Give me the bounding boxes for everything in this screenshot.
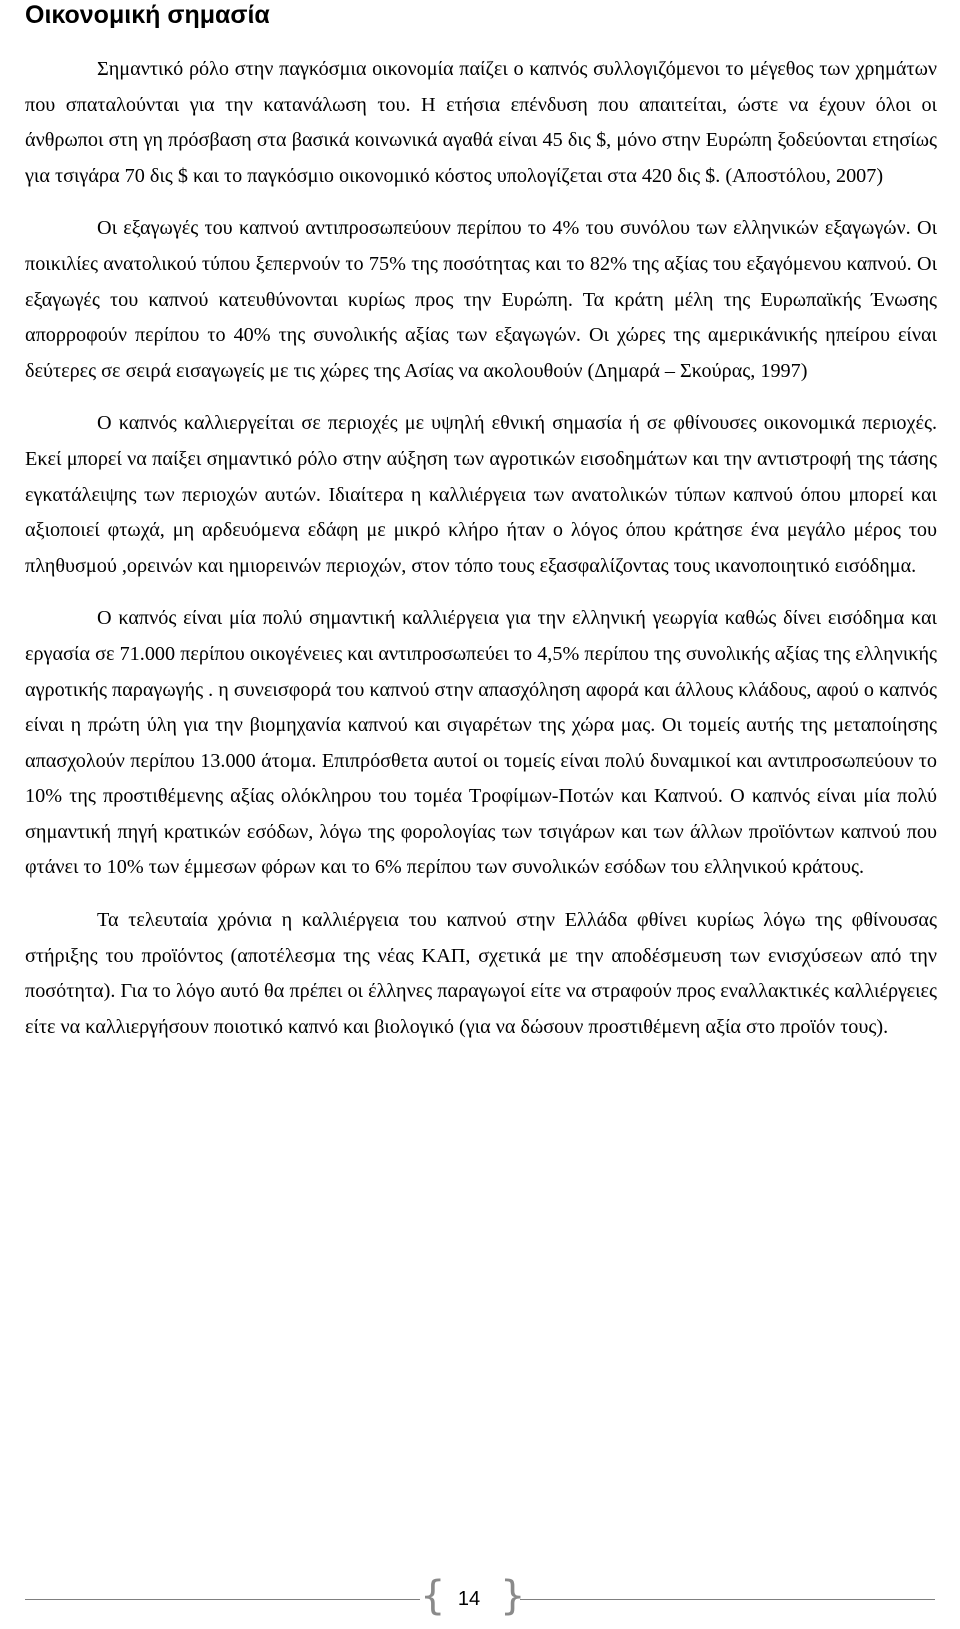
paragraph-greek-agriculture: Ο καπνός είναι μία πολύ σημαντική καλλιέργεια για την ελληνική γεωργία καθώς δίνει εισόδημα και εργασία σε 71.000 περίπου οικογένειες και αντιπροσωπεύει το 4,5% περίπου της συνολικής αξίας της ελληνικής αγροτικής παραγωγής . η συνεισφορά του καπνού στην απασχόληση αφορά και άλλους κλάδους, αφού ο καπνός είναι η πρώτη ύλη για την βιομηχανία καπνού και σιγαρέτων της χώρα μας. Οι τομείς αυτής της μεταποίησης απασχολούν περίπου 13.000 άτομα. Επιπρόσθετα αυτοί οι τομείς είναι πολύ δυναμικοί και αντιπροσωπεύουν το 10% της προστιθέμενης αξίας ολόκληρου του τομέα Τροφίμων-Ποτών και Καπνού. Ο καπνός είναι μία πολύ σημαντική πηγή κρατικών εσόδων, λόγω της φορολογίας των τσιγάρων και των άλλων προϊόντων καπνού που φτάνει το 10% των έμμεσων φόρων και το 6% περίπου των συνολικών εσόδων του ελληνικού κράτους. <box>25 607 937 879</box>
footer-rule-left <box>25 1599 420 1600</box>
page-number: 14 <box>457 1588 481 1610</box>
paragraph-global-economy: Σημαντικό ρόλο στην παγκόσμια οικονομία παίζει ο καπνός συλλογιζόμενοι το μέγεθος των χρημάτων που σπαταλούνται για την κατανάλωση του. Η ετήσια επένδυση που απαιτείται, ώστε να έχουν όλοι οι άνθρωποι στη γη πρόσβαση στα βασικά κοινωνικά αγαθά είναι 45 δις $, μόνο στην Ευρώπη ξοδεύονται ετησίως για τσιγάρα 70 δις $ και το παγκόσμιο οικονομικό κόστος υπολογίζεται στα 420 δις $. (Αποστόλου, 2007) <box>25 58 937 187</box>
section-heading: Οικονομική σημασία <box>25 1 270 29</box>
footer-bracket-left: { <box>420 1573 446 1619</box>
page-footer <box>0 1575 960 1625</box>
paragraph-regional-importance: Ο καπνός καλλιεργείται σε περιοχές με υψηλή εθνική σημασία ή σε φθίνουσες οικονομικά περιοχές. Εκεί μπορεί να παίξει σημαντικό ρόλο στην αύξηση των αγροτικών εισοδημάτων και την αντιστροφή της τάσης εγκατάλειψης των περιοχών αυτών. Ιδιαίτερα η καλλιέργεια των ανατολικών τύπων καπνού όπου μπορεί και αξιοποιεί φτωχά, μη αρδευόμενα εδάφη με μικρό κλήρο ήταν ο λόγος όπου κράτησε ένα μεγάλο μέρος του πληθυσμού ,ορεινών και ημιορεινών περιοχών, στον τόπο τους εξασφαλίζοντας τους ικανοποιητικό εισόδημα. <box>25 412 937 577</box>
paragraph-recent-decline: Τα τελευταία χρόνια η καλλιέργεια του καπνού στην Ελλάδα φθίνει κυρίως λόγω της φθίνουσας στήριξης του προϊόντος (αποτέλεσμα της νέας ΚΑΠ, σχετικά με την αποδέσμευση των ενισχύσεων από την ποσότητα). Για το λόγο αυτό θα πρέπει οι έλληνες παραγωγοί είτε να στραφούν προς εναλλακτικές καλλιέργειες είτε να καλλιεργήσουν ποιοτικό καπνό και βιολογικό (για να δώσουν προστιθέμενη αξία στο προϊόν τους). <box>25 909 937 1038</box>
footer-rule-right <box>520 1599 935 1600</box>
paragraph-exports: Οι εξαγωγές του καπνού αντιπροσωπεύουν περίπου το 4% του συνόλου των ελληνικών εξαγωγών. Οι ποικιλίες ανατολικού τύπου ξεπερνούν το 75% της ποσότητας και το 82% της αξίας του εξαγόμενου καπνού. Οι εξαγωγές του καπνού κατευθύνονται κυρίως προς την Ευρώπη. Τα κράτη μέλη της Ευρωπαϊκής Ένωσης απορροφούν περίπου το 40% της συνολικής αξίας των εξαγωγών. Οι χώρες της αμερικάνικής ηπείρου είναι δεύτερες σε σειρά εισαγωγείς με τις χώρες της Ασίας να ακολουθούν (Δημαρά – Σκούρας, 1997) <box>25 217 937 382</box>
footer-bracket-right: } <box>500 1573 526 1619</box>
document-page <box>25 0 937 1045</box>
